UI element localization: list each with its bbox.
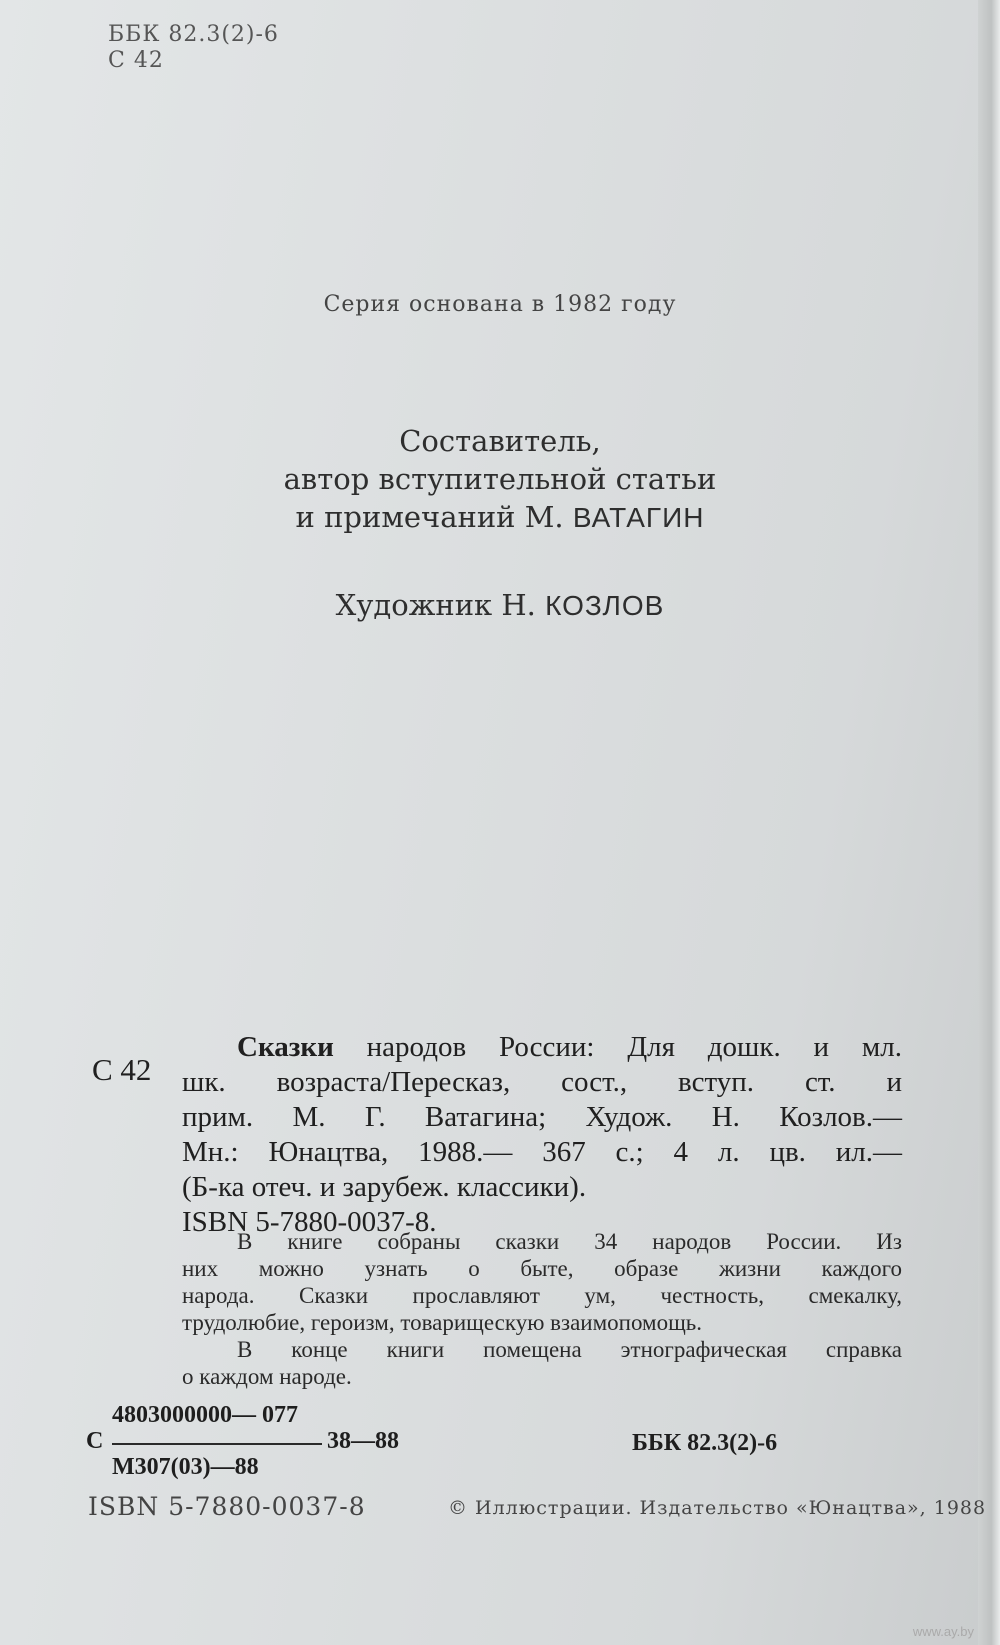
compiler-line-2: автор вступительной статьи <box>283 462 717 496</box>
catalog-line-2: шк. возраста/Пересказ, сост., вступ. ст. и <box>182 1066 902 1098</box>
catalog-line-5: (Б-ка отеч. и зарубеж. классики). <box>182 1171 587 1203</box>
artist-prefix: Художник Н. <box>335 588 536 622</box>
author-mark: С 42 <box>108 48 164 73</box>
catalog-author-mark: С 42 <box>92 1052 152 1087</box>
annotation-line: них можно узнать о быте, образе жизни каждого <box>182 1256 902 1281</box>
catalog-line-4: Мн.: Юнацтва, 1988.— 367 с.; 4 л. цв. ил.— <box>182 1136 902 1168</box>
index-fraction-line <box>112 1443 322 1445</box>
series-note: Серия основана в 1982 году <box>323 292 677 317</box>
index-denominator: М307(03)—88 <box>112 1454 259 1480</box>
bbk-code: ББК 82.3(2)-6 <box>108 22 279 47</box>
catalog-line-1 <box>182 1030 902 1065</box>
index-suffix: 38—88 <box>327 1428 399 1454</box>
compiler-name: ВАТАГИН <box>572 502 705 533</box>
artist-name: КОЗЛОВ <box>545 590 665 621</box>
page-edge <box>978 0 1000 1645</box>
catalog-card <box>182 1030 902 1240</box>
annotation-line: о каждом народе. <box>182 1364 352 1389</box>
annotation-line: трудолюбие, героизм, товарищескую взаимопомощь. <box>182 1310 703 1335</box>
compiler-line-3-prefix: и примечаний М. <box>295 500 564 534</box>
catalog-title: Сказки <box>237 1031 334 1063</box>
catalog-line-3: прим. М. Г. Ватагина; Худож. Н. Козлов.— <box>182 1101 902 1133</box>
compiler-line-1: Составитель, <box>399 424 601 458</box>
artist-credit <box>0 588 1000 622</box>
copyright-line: © Иллюстрации. Издательство «Юнацтва», 1988 <box>448 1497 987 1519</box>
annotation-line: народа. Сказки прославляют ум, честность, смекалку, <box>182 1283 902 1308</box>
index-letter: С <box>86 1428 104 1454</box>
watermark: www.ay.by <box>912 1624 974 1639</box>
compiler-line-3 <box>0 498 1000 537</box>
compiler-credit <box>0 422 1000 537</box>
bbk-classification-top <box>108 22 279 74</box>
bbk-code-bottom: ББК 82.3(2)-6 <box>632 1430 778 1456</box>
index-numerator: 4803000000— 077 <box>112 1402 298 1428</box>
annotation-line: В конце книги помещена этнографическая справка <box>237 1337 902 1362</box>
isbn-bottom: ISBN 5-7880-0037-8 <box>88 1492 366 1521</box>
catalog-line-1-rest: народов России: Для дошк. и мл. <box>333 1031 902 1063</box>
annotation <box>182 1228 902 1390</box>
annotation-line: В книге собраны сказки 34 народов России. Из <box>237 1229 902 1254</box>
catalog-isbn: ISBN 5-7880-0037-8. <box>182 1206 437 1238</box>
